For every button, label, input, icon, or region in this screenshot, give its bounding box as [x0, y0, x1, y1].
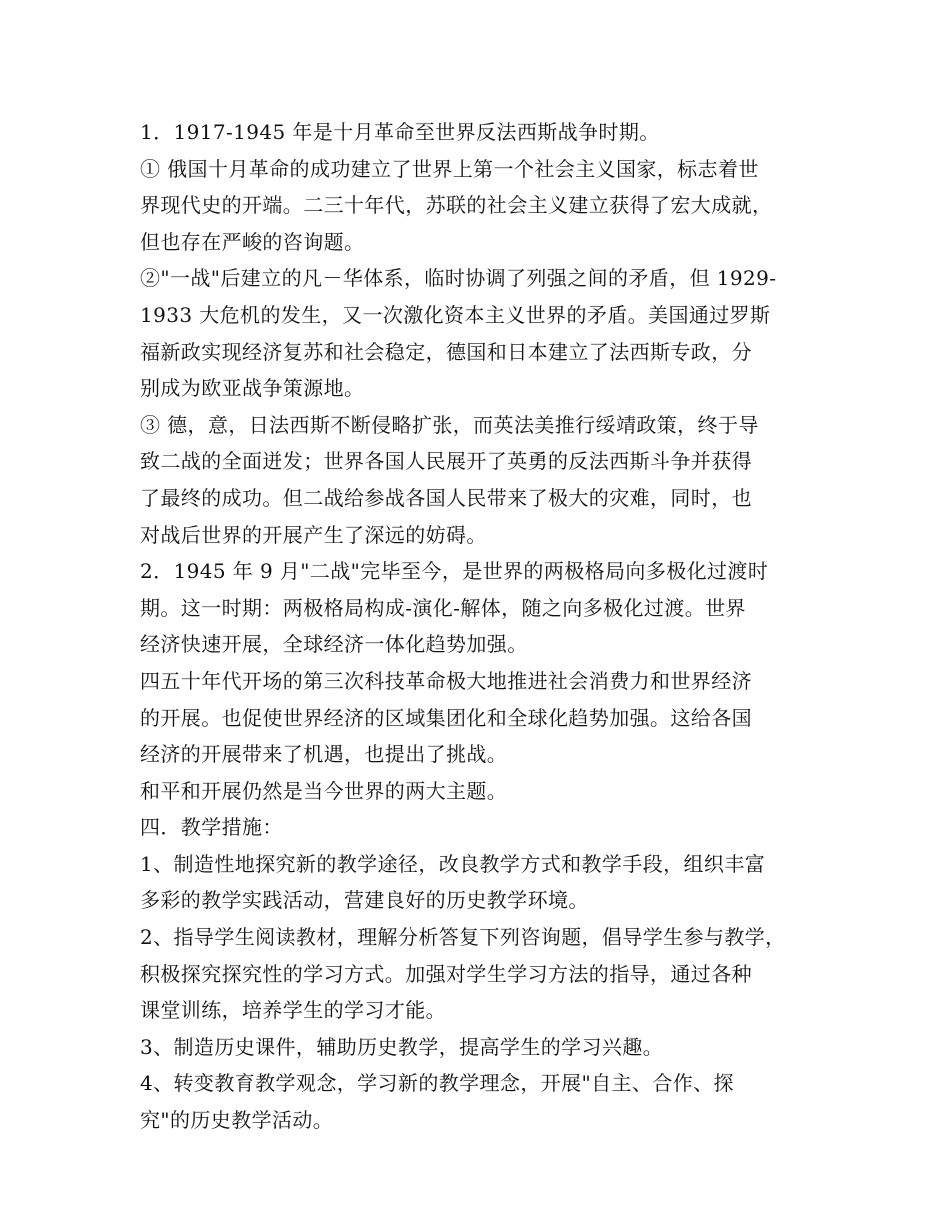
list-item: 1、制造性地探究新的教学途径，改良教学方式和教学手段，组织丰富 — [140, 851, 766, 876]
text-line: 的开展。也促使世界经济的区域集团化和全球化趋势加强。这给各国 — [140, 705, 752, 730]
list-item: 2、指导学生阅读教材，理解分析答复下列咨询题，倡导学生参与教学， — [140, 925, 786, 950]
text-line: 1．1917-1945 年是十月革命至世界反法西斯战争时期。 — [140, 120, 660, 144]
text-line: 经济的开展带来了机遇，也提出了挑战。 — [140, 742, 508, 767]
text-line: 别成为欧亚战争策源地。 — [140, 376, 365, 401]
text-line: 致二战的全面迸发；世界各国人民展开了英勇的反法西斯斗争并获得 — [140, 449, 752, 474]
text-line: 课堂训练，培养学生的学习才能。 — [140, 998, 446, 1023]
text-line: ②"一战"后建立的凡－华体系，临时协调了列强之间的矛盾，但 1929- — [140, 266, 777, 291]
text-line: 多彩的教学实践活动，营建良好的历史教学环境。 — [140, 888, 589, 913]
text-line: 积极探究探究性的学习方式。加强对学生学习方法的指导，通过各种 — [140, 961, 752, 986]
text-line: 但也存在严峻的咨询题。 — [140, 229, 365, 254]
text-line: 和平和开展仍然是当今世界的两大主题。 — [140, 778, 508, 803]
text-line: 2．1945 年 9 月"二战"完毕至今，是世界的两极格局向多极化过渡时 — [140, 559, 769, 584]
text-line: ① 俄国十月革命的成功建立了世界上第一个社会主义国家，标志着世 — [140, 156, 759, 181]
section-heading: 四．教学措施： — [140, 815, 283, 840]
text-line: 四五十年代开场的第三次科技革命极大地推进社会消费力和世界经济 — [140, 668, 752, 693]
text-line: 福新政实现经济复苏和社会稳定，德国和日本建立了法西斯专政，分 — [140, 339, 752, 364]
text-line: 究"的历史教学活动。 — [140, 1108, 334, 1133]
text-line: ③ 德，意，日法西斯不断侵略扩张，而英法美推行绥靖政策，终于导 — [140, 412, 759, 437]
document-page — [140, 114, 830, 1139]
text-line: 了最终的成功。但二战给参战各国人民带来了极大的灾难，同时，也 — [140, 485, 752, 510]
text-line: 对战后世界的开展产生了深远的妨碍。 — [140, 522, 487, 547]
text-line: 界现代史的开端。二三十年代，苏联的社会主义建立获得了宏大成就， — [140, 193, 773, 218]
text-line: 1933 大危机的发生，又一次激化资本主义世界的矛盾。美国通过罗斯 — [140, 302, 771, 327]
text-line: 经济快速开展，全球经济一体化趋势加强。 — [140, 632, 528, 657]
list-item: 3、制造历史课件，辅助历史教学，提高学生的学习兴趣。 — [140, 1034, 664, 1059]
text-line: 期。这一时期：两极格局构成-演化-解体，随之向多极化过渡。世界 — [140, 595, 746, 620]
list-item: 4、转变教育教学观念，学习新的教学理念，开展"自主、合作、探 — [140, 1071, 734, 1096]
